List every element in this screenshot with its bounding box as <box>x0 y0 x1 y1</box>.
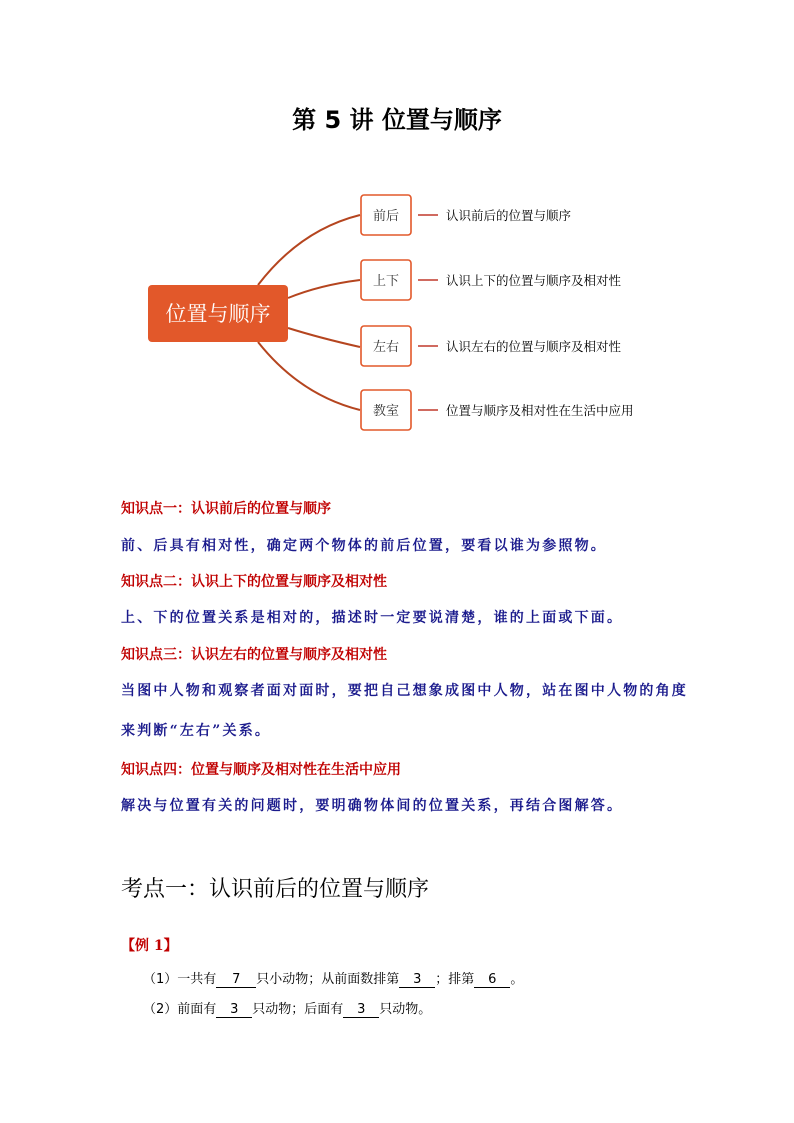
q2-text-d: 只动物。 <box>379 1002 432 1017</box>
page-title: 第 5 讲 位置与顺序 <box>292 106 502 134</box>
branch-desc-4: 位置与顺序及相对性在生活中应用 <box>446 403 634 418</box>
branch-label-1: 前后 <box>372 209 400 224</box>
knowledge-text-2: 上、下的位置关系是相对的，描述时一定要说清楚，谁的上面或下面。 <box>121 610 624 626</box>
q1-text-d: ；排第 <box>435 972 475 987</box>
question-1 <box>143 968 523 988</box>
branch-label-3: 左右 <box>372 340 400 355</box>
knowledge-text-1: 前、后具有相对性，确定两个物体的前后位置，要看以谁为参照物。 <box>121 538 607 554</box>
q1-text-a: （1）一共有 <box>143 972 217 987</box>
branch-4 <box>361 390 634 430</box>
example-label: 【例 1】 <box>121 938 178 954</box>
q1-text-e: 。 <box>510 972 524 987</box>
q2-text-a: （2）前面有 <box>143 1002 217 1017</box>
knowledge-heading-4: 知识点四：位置与顺序及相对性在生活中应用 <box>121 762 401 778</box>
connector-1 <box>258 215 360 285</box>
q1-blank-1: 7 <box>216 972 256 988</box>
knowledge-heading-3: 知识点三：认识左右的位置与顺序及相对性 <box>121 647 387 663</box>
q1-blank-2: 3 <box>399 972 435 988</box>
connector-4 <box>258 342 360 410</box>
knowledge-heading-2: 知识点二：认识上下的位置与顺序及相对性 <box>121 574 387 590</box>
q2-blank-2: 3 <box>343 1002 379 1018</box>
branch-1 <box>361 195 571 235</box>
branch-3 <box>361 326 622 366</box>
branch-2 <box>361 260 622 300</box>
knowledge-text-4: 解决与位置有关的问题时，要明确物体间的位置关系，再结合图解答。 <box>121 798 624 814</box>
q1-text-c: 只小动物；从前面数排第 <box>256 972 400 987</box>
branch-desc-2: 认识上下的位置与顺序及相对性 <box>446 273 622 288</box>
branch-label-2: 上下 <box>372 274 400 289</box>
knowledge-heading-1: 知识点一：认识前后的位置与顺序 <box>121 501 331 517</box>
q1-blank-3: 6 <box>474 972 510 988</box>
branch-label-4: 教室 <box>372 404 400 419</box>
knowledge-text-3a: 当图中人物和观察者面对面时，要把自己想象成图中人物，站在图中人物的角度 <box>121 683 688 699</box>
question-2 <box>143 998 431 1018</box>
connector-3 <box>288 328 360 347</box>
mind-map <box>0 0 794 460</box>
knowledge-text-3b: 来判断“左右”关系。 <box>121 723 272 739</box>
q2-text-c: 只动物；后面有 <box>252 1002 344 1017</box>
center-node-label: 位置与顺序 <box>165 302 271 326</box>
branch-desc-3: 认识左右的位置与顺序及相对性 <box>446 339 622 354</box>
branch-desc-1: 认识前后的位置与顺序 <box>446 208 572 223</box>
connector-2 <box>288 280 360 298</box>
section-title: 考点一：认识前后的位置与顺序 <box>121 877 430 902</box>
q2-blank-1: 3 <box>216 1002 252 1018</box>
